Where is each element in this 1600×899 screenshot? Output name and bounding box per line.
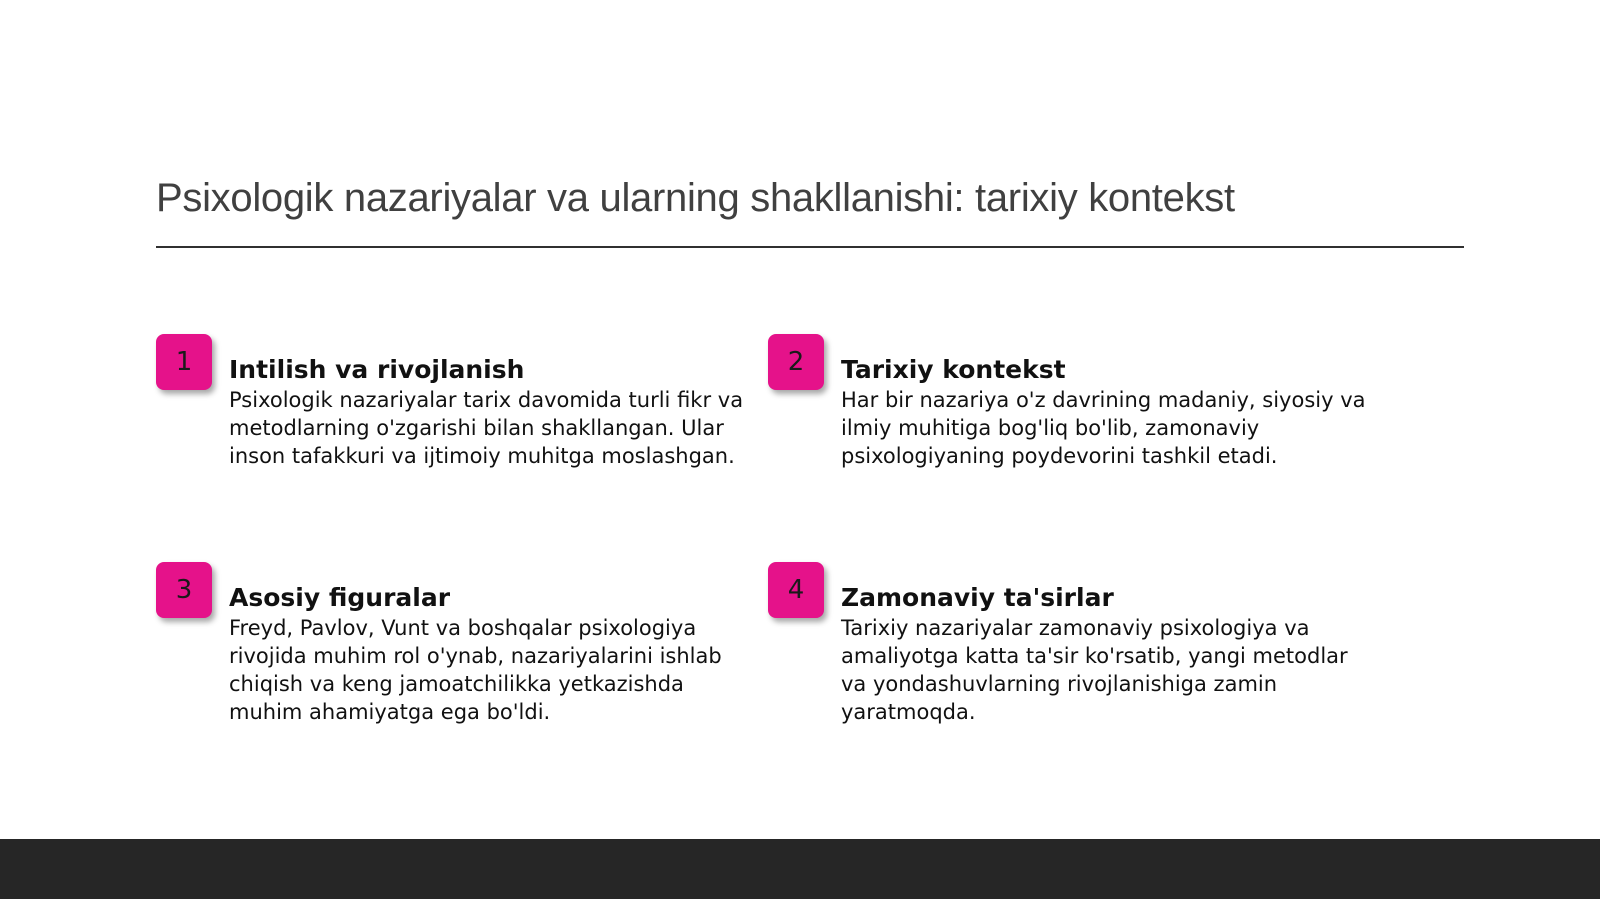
card-body: Tarixiy nazariyalar zamonaviy psixologiya va amaliyotga katta ta'sir ko'rsatib, yangi metodlar va yondashuvlarning rivojlanishiga zamin yaratmoqda. — [841, 616, 1348, 724]
card-body: Har bir nazariya o'z davrining madaniy, siyosiy va ilmiy muhitiga bog'liq bo'lib, zamonaviy psixologiyaning poydevorini tashkil etadi. — [841, 388, 1366, 468]
card-text — [229, 582, 759, 726]
card-text — [841, 354, 1371, 470]
card-title: Tarixiy kontekst — [841, 355, 1066, 384]
title-divider — [156, 246, 1464, 248]
number-badge: 3 — [156, 562, 212, 618]
number-badge: 4 — [768, 562, 824, 618]
number-badge: 1 — [156, 334, 212, 390]
card-title: Intilish va rivojlanish — [229, 355, 525, 384]
card-body: Freyd, Pavlov, Vunt va boshqalar psixologiya rivojida muhim rol o'ynab, nazariyalarini ishlab chiqish va keng jamoatchilikka yetkazishda muhim ahamiyatga ega bo'ldi. — [229, 616, 722, 724]
card-title: Asosiy figuralar — [229, 583, 451, 612]
card-text — [841, 582, 1371, 726]
slide-title: Psixologik nazariyalar va ularning shakllanishi: tarixiy kontekst — [156, 176, 1235, 220]
card-body: Psixologik nazariyalar tarix davomida turli fikr va metodlarning o'zgarishi bilan shakllangan. Ular inson tafakkuri va ijtimoiy muhitga moslashgan. — [229, 388, 744, 468]
number-badge: 2 — [768, 334, 824, 390]
card-text — [229, 354, 759, 470]
card-title: Zamonaviy ta'sirlar — [841, 583, 1114, 612]
footer-bar — [0, 839, 1600, 899]
